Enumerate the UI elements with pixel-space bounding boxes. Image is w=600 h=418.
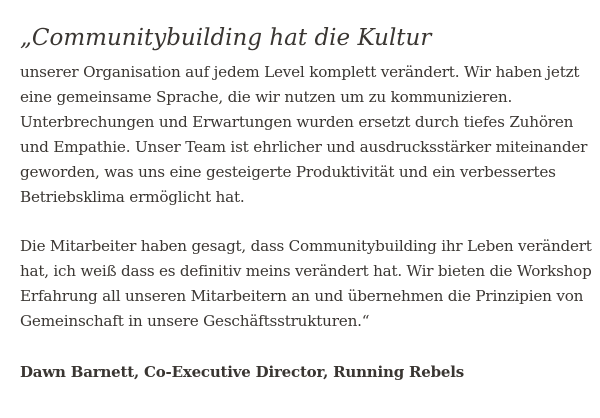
paragraph-spacer — [20, 210, 592, 234]
quote-line: hat, ich weiß dass es definitiv meins verändert hat. Wir bieten die Workshop — [20, 262, 592, 280]
quote-heading: „Communitybuilding hat die Kultur — [20, 25, 432, 51]
quote-line: Betriebsklima ermöglicht hat. — [20, 188, 245, 206]
testimonial-block — [20, 22, 592, 385]
quote-attribution: Dawn Barnett, Co-Executive Director, Running Rebels — [20, 363, 465, 381]
quote-line: unserer Organisation auf jedem Level komplett verändert. Wir haben jetzt — [20, 63, 580, 81]
quote-paragraph-1 — [20, 60, 592, 210]
quote-line: eine gemeinsame Sprache, die wir nutzen um zu kommunizieren. — [20, 88, 513, 106]
quote-line: geworden, was uns eine gesteigerte Produktivität und ein verbessertes — [20, 163, 556, 181]
quote-line: Erfahrung all unseren Mitarbeitern an und übernehmen die Prinzipien von — [20, 287, 584, 305]
quote-line: Gemeinschaft in unsere Geschäftsstrukturen.“ — [20, 312, 370, 330]
quote-line: Unterbrechungen und Erwartungen wurden ersetzt durch tiefes Zuhören — [20, 113, 574, 131]
quote-paragraph-2 — [20, 234, 592, 334]
quote-line: Die Mitarbeiter haben gesagt, dass Communitybuilding ihr Leben verändert — [20, 237, 592, 255]
quote-line: und Empathie. Unser Team ist ehrlicher und ausdrucksstärker miteinander — [20, 138, 588, 156]
